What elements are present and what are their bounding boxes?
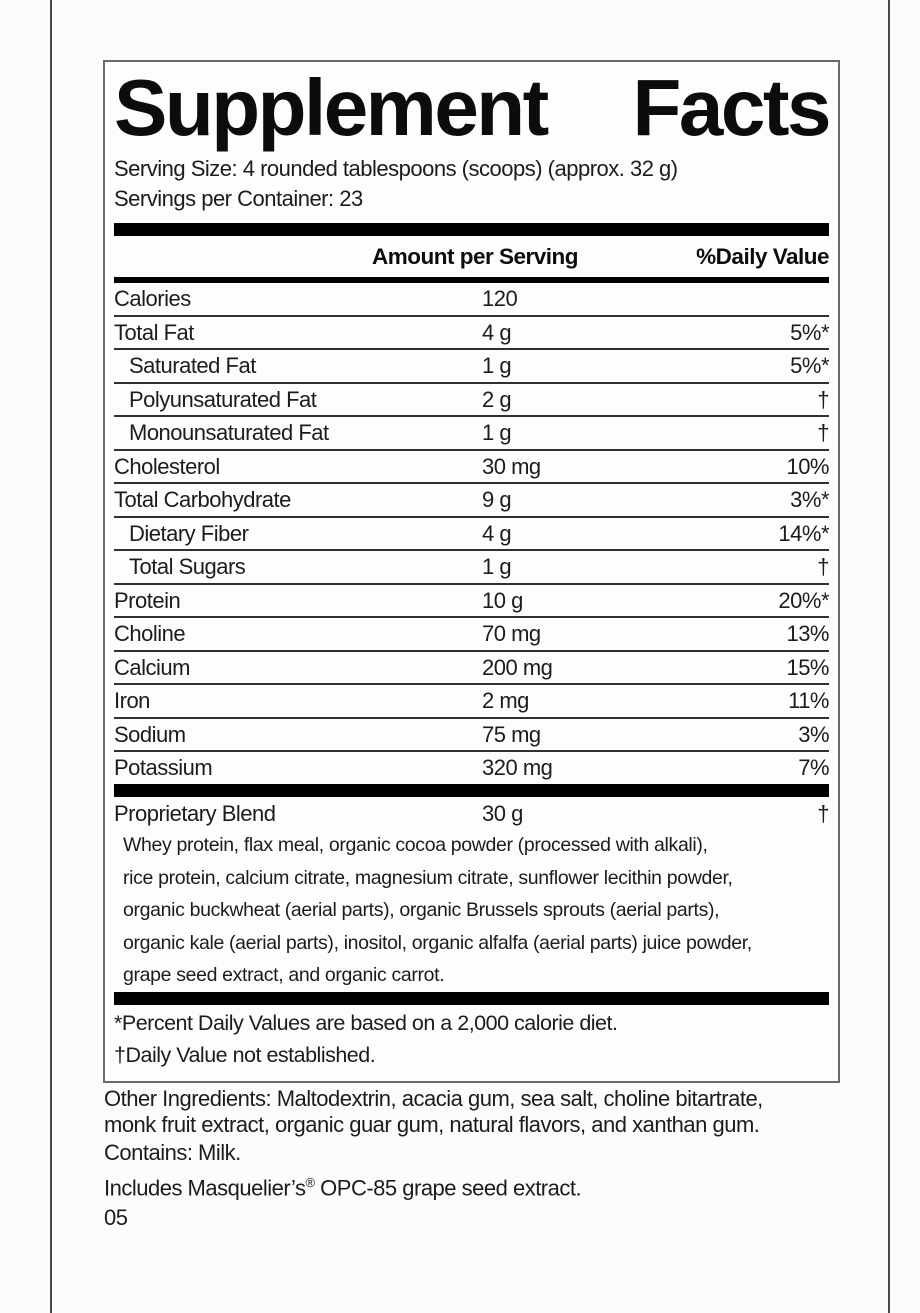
proprietary-blend-ingredients bbox=[114, 829, 829, 992]
nutrient-name: Protein bbox=[114, 587, 181, 613]
divider-bar-top bbox=[114, 223, 829, 236]
nutrient-amount: 70 mg bbox=[482, 621, 541, 646]
nutrient-dv: † bbox=[817, 420, 829, 445]
nutrient-dv: 14%* bbox=[778, 520, 829, 546]
nutrient-name: Sodium bbox=[114, 721, 186, 747]
divider-bar-blend bbox=[114, 784, 829, 797]
title-word-facts: Facts bbox=[632, 63, 829, 152]
nutrient-amount: 30 mg bbox=[482, 453, 541, 479]
table-row-iron bbox=[114, 685, 829, 719]
table-header-row bbox=[114, 236, 829, 277]
nutrient-dv: † bbox=[817, 386, 829, 412]
nutrient-name: Monounsaturated Fat bbox=[129, 420, 329, 445]
nutrient-name: Saturated Fat bbox=[129, 353, 256, 378]
table-row-calories bbox=[114, 283, 829, 317]
nutrient-table bbox=[114, 283, 829, 784]
blend-line: rice protein, calcium citrate, magnesium citrate, sunflower lecithin powder, bbox=[123, 866, 733, 889]
nutrient-dv: † bbox=[817, 800, 829, 826]
nutrient-amount: 9 g bbox=[482, 487, 512, 512]
nutrient-amount: 30 g bbox=[482, 800, 523, 826]
nutrient-amount: 4 g bbox=[482, 319, 512, 345]
includes-text bbox=[104, 1168, 849, 1203]
table-row-total-sugars bbox=[114, 551, 829, 585]
table-row-cholesterol bbox=[114, 451, 829, 485]
table-row-total-fat bbox=[114, 317, 829, 351]
nutrient-amount: 10 g bbox=[482, 587, 523, 613]
nutrient-amount: 2 g bbox=[482, 386, 512, 412]
divider-bar-footnotes bbox=[114, 992, 829, 1005]
blend-line: organic buckwheat (aerial parts), organic Brussels sprouts (aerial parts), bbox=[123, 899, 720, 921]
nutrient-amount: 1 g bbox=[482, 554, 512, 579]
nutrient-name: Total Fat bbox=[114, 319, 194, 345]
footnotes bbox=[114, 1005, 829, 1075]
blend-line: organic kale (aerial parts), inositol, organic alfalfa (aerial parts) juice powder, bbox=[123, 931, 752, 954]
registered-trademark-symbol: ® bbox=[305, 1175, 315, 1190]
nutrient-dv: 5%* bbox=[790, 319, 829, 345]
nutrient-amount: 1 g bbox=[482, 353, 512, 378]
table-row-calcium bbox=[114, 652, 829, 686]
nutrient-dv: † bbox=[817, 554, 829, 579]
nutrient-amount: 75 mg bbox=[482, 721, 541, 747]
table-row-saturated-fat bbox=[114, 350, 829, 384]
footnote-percent-dv: *Percent Daily Values are based on a 2,000 calorie diet. bbox=[114, 1010, 618, 1035]
nutrient-dv: 5%* bbox=[790, 353, 829, 378]
other-ingredients-line: Other Ingredients: Maltodextrin, acacia gum, sea salt, choline bitartrate, bbox=[104, 1086, 763, 1111]
nutrient-name: Potassium bbox=[114, 755, 213, 780]
servings-per-container-text: Servings per Container: 23 bbox=[114, 186, 363, 211]
allergen-contains-text: Contains: Milk. bbox=[104, 1140, 241, 1165]
supplement-facts-panel bbox=[103, 60, 840, 1083]
table-row-sodium bbox=[114, 719, 829, 753]
table-row-polyunsaturated-fat bbox=[114, 384, 829, 418]
table-row-potassium bbox=[114, 752, 829, 784]
nutrient-dv: 3% bbox=[798, 721, 829, 747]
table-row-dietary-fiber bbox=[114, 518, 829, 552]
table-row-total-carbohydrate bbox=[114, 484, 829, 518]
nutrient-name: Polyunsaturated Fat bbox=[129, 386, 317, 412]
title-word-supplement: Supplement bbox=[114, 63, 547, 152]
includes-text-start: Includes Masquelier’s bbox=[104, 1175, 306, 1201]
blend-line: Whey protein, flax meal, organic cocoa powder (processed with alkali), bbox=[123, 834, 708, 856]
nutrient-dv: 13% bbox=[786, 621, 829, 646]
nutrient-name: Calories bbox=[114, 286, 191, 311]
table-row-proprietary-blend bbox=[114, 798, 829, 830]
header-amount-per-serving: Amount per Serving bbox=[372, 244, 579, 269]
nutrient-amount: 1 g bbox=[482, 420, 512, 445]
footnote-dagger: †Daily Value not established. bbox=[114, 1043, 376, 1067]
nutrient-dv: 3%* bbox=[790, 487, 829, 512]
other-ingredients-line: monk fruit extract, organic guar gum, natural flavors, and xanthan gum. bbox=[104, 1112, 760, 1137]
nutrient-name: Cholesterol bbox=[114, 453, 220, 479]
blend-line: grape seed extract, and organic carrot. bbox=[123, 964, 445, 986]
nutrient-amount: 200 mg bbox=[482, 654, 553, 680]
panel-title bbox=[114, 63, 829, 152]
nutrient-amount: 4 g bbox=[482, 520, 512, 546]
nutrient-amount: 320 mg bbox=[482, 755, 553, 780]
table-row-choline bbox=[114, 618, 829, 652]
nutrient-name: Choline bbox=[114, 621, 186, 646]
crop-guide-line-left bbox=[50, 0, 52, 1313]
nutrient-name: Dietary Fiber bbox=[129, 520, 249, 546]
crop-guide-line-right bbox=[888, 0, 890, 1313]
nutrient-amount: 120 bbox=[482, 286, 518, 311]
table-row-protein bbox=[114, 585, 829, 619]
below-panel-text bbox=[104, 1086, 849, 1233]
includes-text-end: OPC-85 grape seed extract. bbox=[314, 1175, 582, 1201]
nutrient-name: Total Sugars bbox=[129, 554, 246, 579]
nutrient-dv: 7% bbox=[798, 755, 829, 780]
serving-size-text: Serving Size: 4 rounded tablespoons (scoops) (approx. 32 g) bbox=[114, 156, 678, 181]
nutrient-dv: 11% bbox=[788, 688, 829, 713]
header-daily-value: %Daily Value bbox=[696, 244, 829, 269]
nutrient-name: Total Carbohydrate bbox=[114, 487, 291, 512]
nutrient-name: Proprietary Blend bbox=[114, 800, 276, 826]
nutrient-name: Iron bbox=[114, 688, 150, 713]
label-code: 05 bbox=[104, 1205, 128, 1231]
nutrient-dv bbox=[672, 283, 829, 315]
nutrient-dv: 15% bbox=[786, 654, 829, 680]
nutrient-dv: 10% bbox=[786, 453, 829, 479]
nutrient-name: Calcium bbox=[114, 654, 190, 680]
nutrient-amount: 2 mg bbox=[482, 688, 529, 713]
table-row-monounsaturated-fat bbox=[114, 417, 829, 451]
nutrient-dv: 20%* bbox=[778, 587, 829, 613]
